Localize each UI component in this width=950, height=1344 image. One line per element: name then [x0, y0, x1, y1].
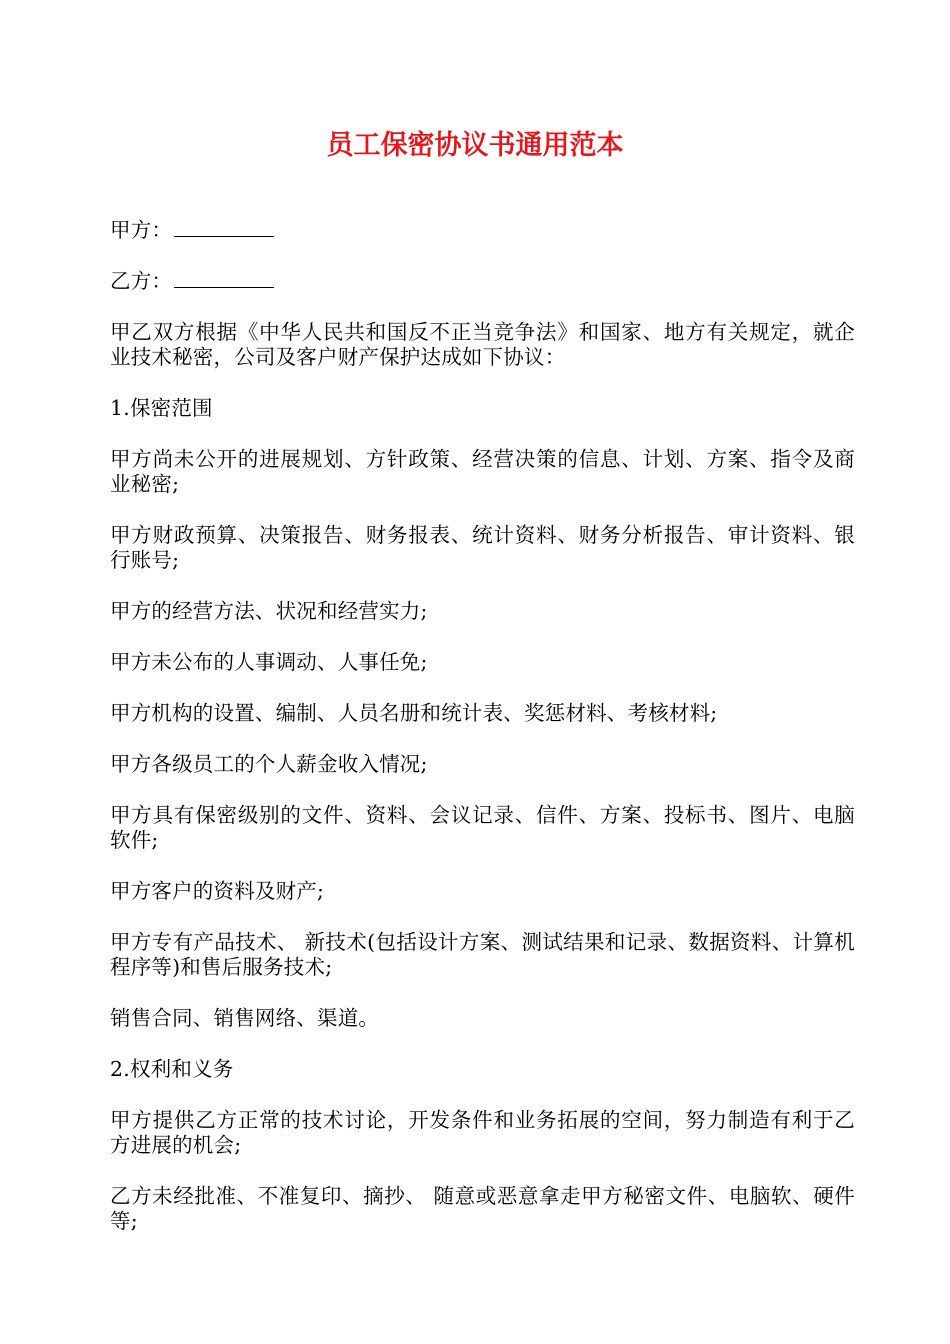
rights-item: 乙方未经批准、不准复印、摘抄、 随意或恶意拿走甲方秘密文件、电脑软、硬件等;: [110, 1184, 855, 1233]
document-body: [110, 218, 855, 1260]
party-b-line: [110, 269, 855, 294]
scope-item: 甲方各级员工的个人薪金收入情况;: [110, 752, 428, 776]
scope-item: 甲方尚未公开的进展规划、方针政策、经营决策的信息、计划、方案、指令及商业秘密;: [110, 447, 855, 496]
rights-item: 甲方提供乙方正常的技术讨论，开发条件和业务拓展的空间，努力制造有利于乙方进展的机会;: [110, 1108, 855, 1157]
section-heading-confidential-scope: 1.保密范围: [110, 396, 213, 420]
party-a-blank: [174, 218, 274, 237]
scope-item: 甲方专有产品技术、 新技术(包括设计方案、测试结果和记录、数据资料、计算机程序等)和售后服务技术;: [110, 930, 855, 979]
scope-item: 销售合同、销售网络、渠道。: [110, 1006, 380, 1030]
scope-item: 甲方具有保密级别的文件、资料、会议记录、信件、方案、投标书、图片、电脑软件;: [110, 803, 855, 852]
party-b-label: 乙方：: [110, 269, 173, 293]
scope-item: 甲方财政预算、决策报告、财务报表、统计资料、财务分析报告、审计资料、银行账号;: [110, 523, 855, 572]
party-b-blank: [174, 269, 274, 288]
scope-item: 甲方客户的资料及财产;: [110, 879, 325, 903]
scope-item: 甲方未公布的人事调动、人事任免;: [110, 650, 428, 674]
party-a-label: 甲方：: [110, 218, 173, 242]
scope-item: 甲方机构的设置、编制、人员名册和统计表、奖惩材料、考核材料;: [110, 701, 718, 725]
section-heading-rights-obligations: 2.权利和义务: [110, 1057, 234, 1081]
intro-paragraph: 甲乙双方根据《中华人民共和国反不正当竞争法》和国家、地方有关规定，就企业技术秘密，公司及客户财产保护达成如下协议：: [110, 320, 855, 369]
document-title: 员工保密协议书通用范本: [326, 130, 624, 161]
party-a-line: [110, 218, 855, 243]
scope-item: 甲方的经营方法、状况和经营实力;: [110, 599, 428, 623]
